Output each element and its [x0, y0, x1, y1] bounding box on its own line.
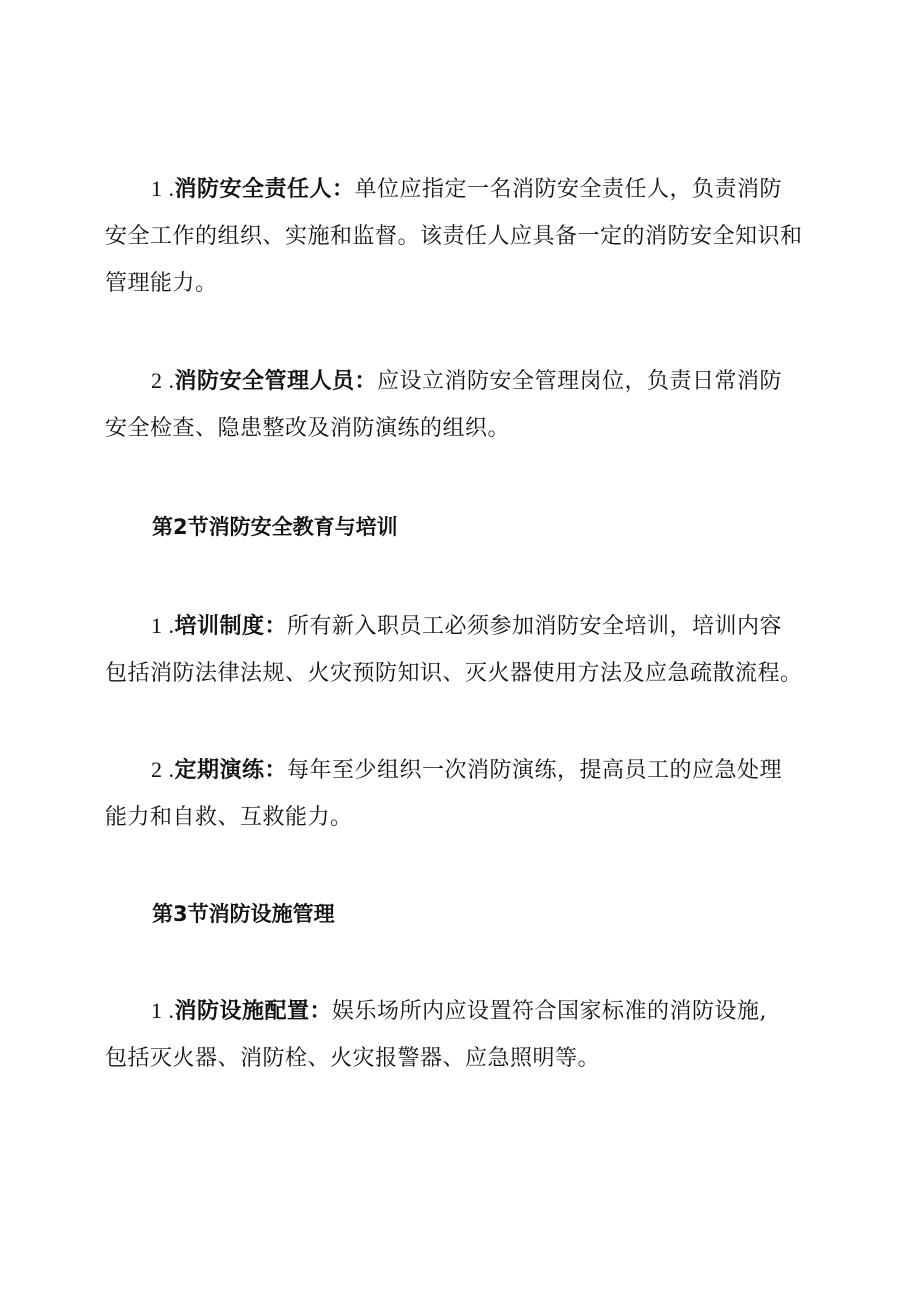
- item-term: 培训制度：: [174, 614, 288, 639]
- item-number: 2 .: [151, 757, 175, 782]
- item-number: 1 .: [151, 613, 175, 638]
- paragraph-training-system: [105, 602, 817, 697]
- item-text-line1: 应设立消防安全管理岗位，负责日常消防: [377, 369, 783, 394]
- paragraph-first-line: [105, 602, 817, 650]
- item-term: 消防设施配置：: [174, 999, 333, 1024]
- paragraph-first-line: [105, 987, 817, 1035]
- paragraph-fire-safety-manager: [105, 357, 817, 452]
- item-text-line1: 每年至少组织一次消防演练，提高员工的应急处理: [287, 758, 783, 783]
- paragraph-first-line: [105, 357, 817, 405]
- item-number: 1 .: [151, 998, 175, 1023]
- item-number: 2 .: [151, 368, 175, 393]
- item-text-rest: 安全检查、隐患整改及消防演练的组织。: [105, 416, 511, 441]
- section-heading-facility-management: 第3节消防设施管理: [152, 902, 335, 926]
- paragraph-regular-drills: [105, 746, 817, 841]
- item-text-line1: 单位应指定一名消防安全责任人，负责消防: [354, 177, 783, 202]
- paragraph-facility-configuration: [105, 987, 817, 1082]
- item-text-line1: 娱乐场所内应设置符合国家标准的消防设施,: [332, 999, 768, 1024]
- paragraph-fire-safety-officer: [105, 165, 817, 307]
- section-heading-education-training: 第2节消防安全教育与培训: [152, 515, 398, 539]
- item-text-line1: 所有新入职员工必须参加消防安全培训，培训内容: [287, 614, 783, 639]
- paragraph-first-line: [105, 165, 817, 213]
- item-term: 定期演练：: [174, 758, 288, 783]
- item-term: 消防安全管理人员：: [174, 369, 378, 394]
- item-text-rest: 包括灭火器、消防栓、火灾报警器、应急照明等。: [105, 1046, 601, 1071]
- item-text-rest: 包括消防法律法规、火灾预防知识、灭火器使用方法及应急疏散流程。: [105, 661, 803, 686]
- paragraph-first-line: [105, 746, 817, 794]
- item-text-rest: 安全工作的组织、实施和监督。该责任人应具备一定的消防安全知识和管理能力。: [105, 224, 803, 296]
- item-text-rest: 能力和自救、互救能力。: [105, 805, 353, 830]
- item-number: 1 .: [151, 176, 175, 201]
- item-term: 消防安全责任人：: [174, 177, 355, 202]
